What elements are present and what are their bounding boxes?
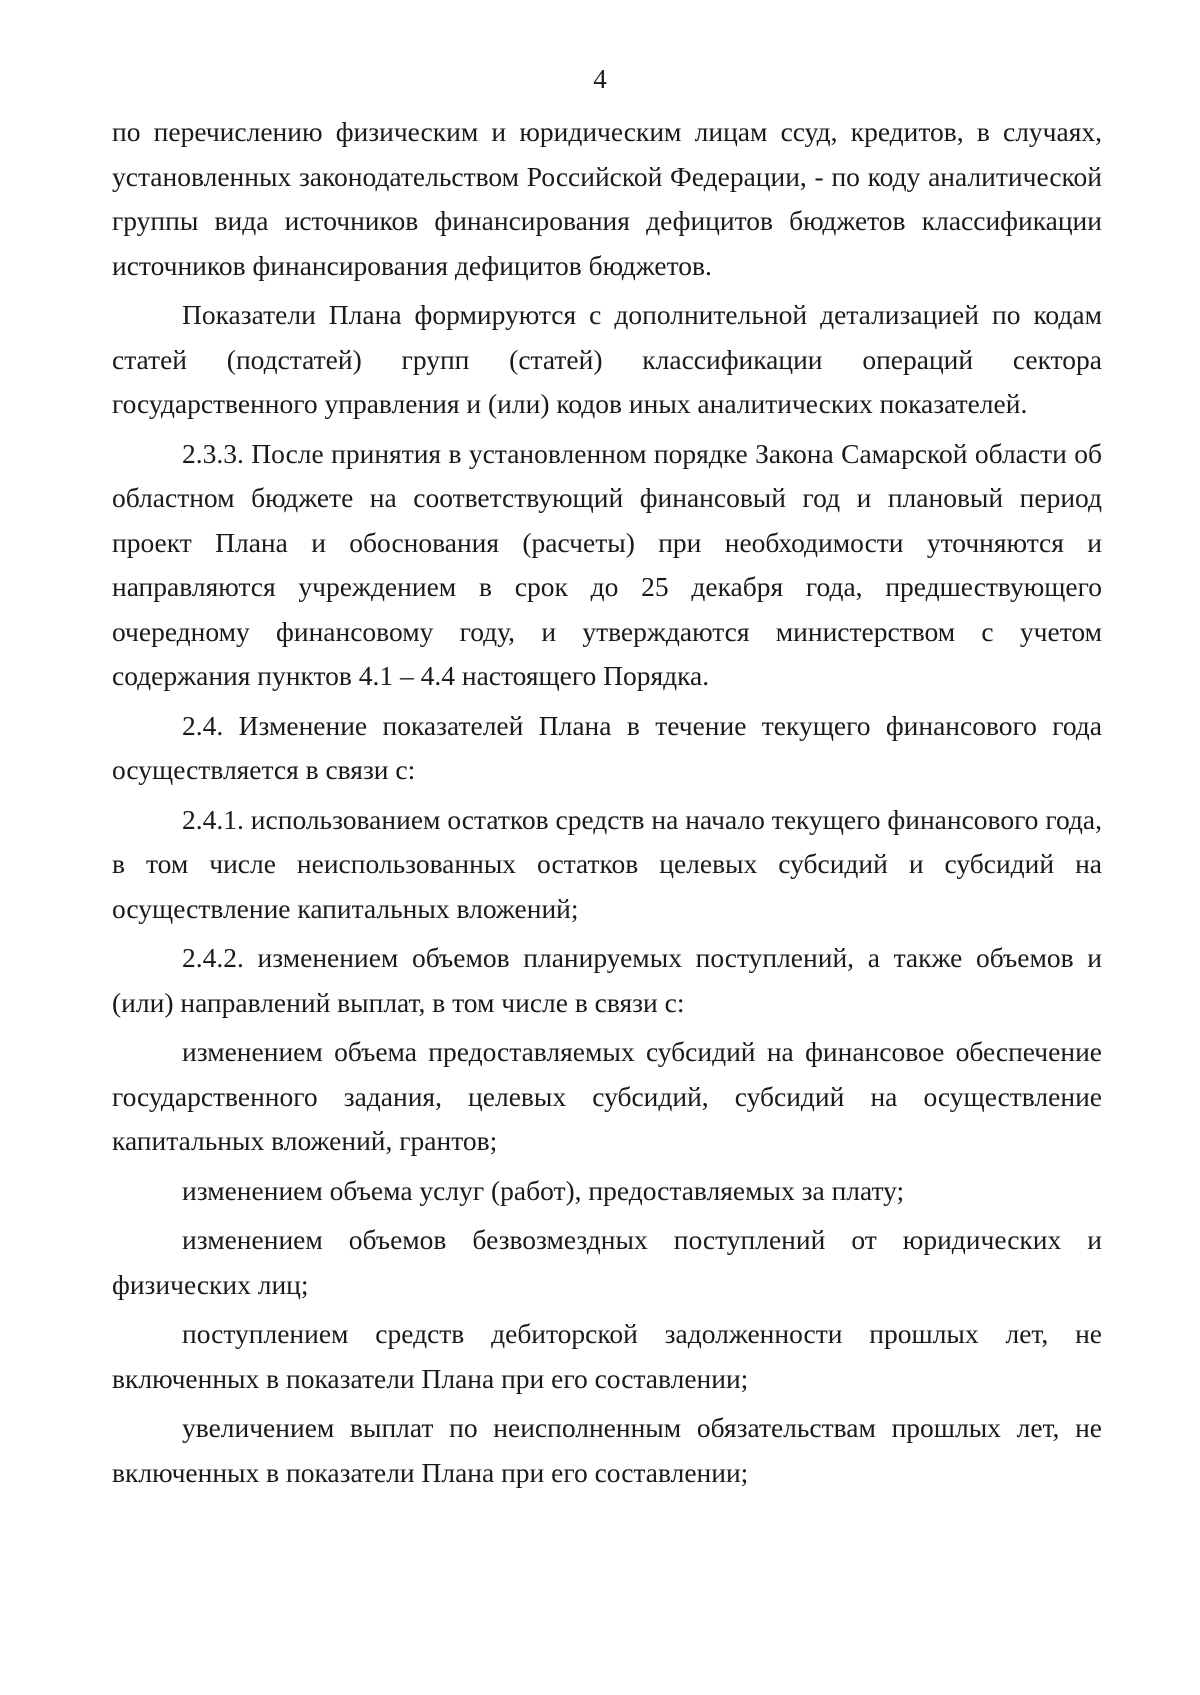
paragraph-plan-indicators: Показатели Плана формируются с дополнительной детализацией по кодам статей (подстатей) групп (статей) классификации операций сектора государственного управления и (или) кодов иных аналитических показателей.: [112, 299, 1102, 419]
paragraph-2-4-2: 2.4.2. изменением объемов планируемых поступлений, а также объемов и (или) направлений выплат, в том числе в связи с:: [112, 942, 1102, 1018]
paragraph-2-3-3: 2.3.3. После принятия в установленном порядке Закона Самарской области об областном бюджете на соответствующий финансовый год и плановый период проект Плана и обоснования (расчеты) при необходимости уточняются и направляются учреждением в срок до 25 декабря года, предшествующего очередному финансовому году, и утверждаются министерством с учетом содержания пунктов 4.1 – 4.4 настоящего Порядка.: [112, 437, 1102, 691]
list-item-donations: изменением объемов безвозмездных поступлений от юридических и физических лиц;: [112, 1224, 1102, 1300]
list-item-receivables: поступлением средств дебиторской задолженности прошлых лет, не включенных в показатели Плана при его составлении;: [112, 1318, 1102, 1394]
paragraph-2-4: 2.4. Изменение показателей Плана в течение текущего финансового года осуществляется в связи с:: [112, 709, 1102, 785]
list-item-obligations: увеличением выплат по неисполненным обязательствам прошлых лет, не включенных в показатели Плана при его составлении;: [112, 1412, 1102, 1488]
page-number: 4: [593, 64, 607, 94]
list-item-paid-services: изменением объема услуг (работ), предоставляемых за плату;: [182, 1174, 905, 1206]
paragraph-2-4-1: 2.4.1. использованием остатков средств на начало текущего финансового года, в том числе неиспользованных остатков целевых субсидий и субсидий на осуществление капитальных вложений;: [112, 803, 1102, 924]
list-item-subsidies: изменением объема предоставляемых субсидий на финансовое обеспечение государственного задания, целевых субсидий, субсидий на осуществление капитальных вложений, грантов;: [112, 1036, 1102, 1156]
paragraph-continuation: по перечислению физическим и юридическим лицам ссуд, кредитов, в случаях, установленных законодательством Российской Федерации, - по коду аналитической группы вида источников финансирования дефицитов бюджетов классификации источников финансирования дефицитов бюджетов.: [112, 116, 1102, 281]
document-body: [112, 110, 1102, 1500]
